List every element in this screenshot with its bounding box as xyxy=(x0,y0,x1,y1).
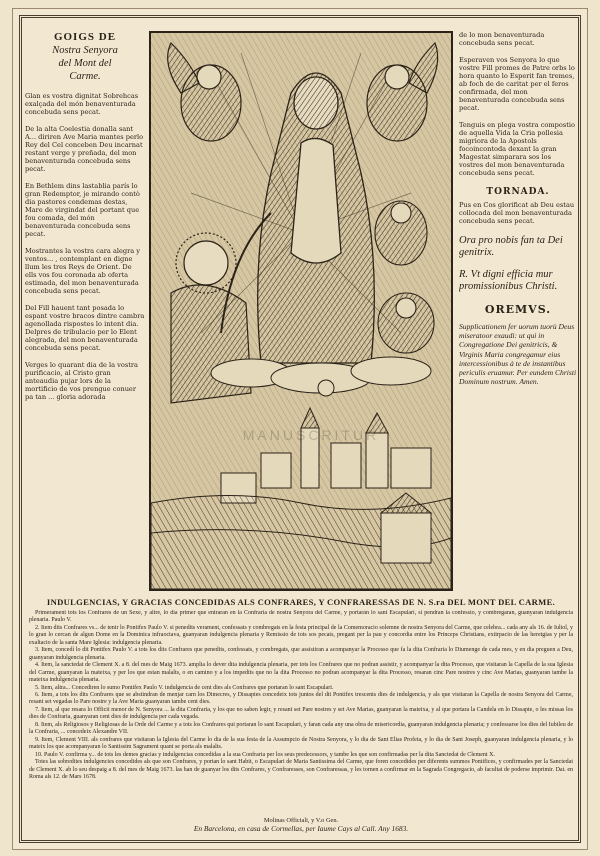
indulgence-paragraph: 7. Item, al que resara lo Officii menor de N. Senyora ... la dita Confraria, y los que no saben legir, y resant set Pare nostres y set Ave Marias, guanyaran la mateixa, y al que portara la Candela en lo Dissapte, o les missas los dies de Confraria, guanyaran cent dies de indulgencia per cada vegada. xyxy=(29,706,573,721)
imprint xyxy=(27,817,575,833)
indulgence-paragraph: 5. Item, altra... Concediren lo sumo Pontifex Paulo V. indulgencia de cent dies als Confrares que portaran lo sant Escapulari. xyxy=(35,684,334,691)
indulgence-paragraph: Primerament tots los Confrares de un Sexe, y altre, lo dia primer que entraran en la Confraria de nostra Senyora del Carme, y portarán lo sant Escapulari, si pendran la confessio, y combregaran, guanyaran indulgencia plenaria. Paulo V. xyxy=(29,610,573,624)
left-column xyxy=(25,31,145,591)
right-verse-2: Esperaven vos Senyora lo que vostre Fill promes de Patre orbs lo hora quanto lo Esperit fan tremes, ab foch de de caritat per el feros confirmada, del mon benaventurada concebuda sens pecat. xyxy=(459,56,575,112)
virgin-woodcut-illustration xyxy=(149,31,453,591)
tornada-heading: TORNADA. xyxy=(486,187,550,197)
title-line-4: Carme. xyxy=(69,71,101,82)
left-verse-5: Del Fill hauent tant posada lo espant vostre bracos dintre cambra agenollada rispostes lo intent dia. Delpres de tribulacio per lo Elent alegrada, del mon benaventurada concebuda sens pecat. xyxy=(25,304,145,352)
response: R. Vt digni efficia mur promissionibus Christi. xyxy=(459,269,558,292)
left-verse-1: Glan es vostra dignitat Sobrehcas exalçada del món benaventurada concebuda sens pecat. xyxy=(25,92,139,116)
imprint-approval: Molinas Officiali, y V.o Gen. xyxy=(263,817,339,824)
imprint-printer: En Barcelona, en casa de Cormellas, per Iaume Cays al Call. Any 1683. xyxy=(193,824,409,833)
indulgence-paragraph: 3. Item, concedí lo dit Pontifex Paulo V. a tots los dits Confrares que penedits, confessats, y combregats, que assistiran a acompanyar la Processo que fa la dita Confraria lo Diumenge de cada mes, y en dia preguen a Deu, guanyaran indulgencia plenaria. xyxy=(29,647,573,661)
indulgence-paragraph: 2. Item dits Confrares vs... de tenir lo Pontifex Paulo V. si penedits verament, confessats y combregats en la festa principal de la Comemoracio solemne de nostra Senyora del Carme, que celebra... cada any als 16. de Iuliol, y lo gran lo cercan de algun Dome en la Dominica infraoctava, guanyaran indulgencia plenaria y Remissio de tots sos pecats, pregant per la pau y concordia entre los Princeps Christians, extirpacio de las heretgias y per la exaltacio de la santa Mare Iglesia: indulgencia plenaria. xyxy=(29,624,573,646)
poem-title xyxy=(25,31,145,83)
right-column xyxy=(459,31,577,591)
indulgence-paragraph: 6. Item, a tots los dits Confrares que se abstindran de menjar carn los Dimecres, y Dissaptes concedeix tots juntos del dit Pontifex trescents dies de indulgencia, y als que visitaran la Capella de nostra Senyora del Carme, resant set vegadas lo Pare nostre y la Ave Maria guanyaran tambe cent dies. xyxy=(29,691,573,706)
watermark: MANUSCRITUR xyxy=(242,427,380,443)
left-verse-2: De la alta Coelestia donalla sant A... diriren Ave Maria mantes perlo Rey del Cel conceben Deu incarnat restant verge y preñada, del mon benaventurada concebuda sens pecat. xyxy=(25,125,144,173)
indulgences-body xyxy=(29,610,573,810)
indulgence-paragraph: 4. Item, la sanctedat de Clement X. a 8. del mes de Maig 1673. amplia lo dever dita indulgencia plenaria, per tots los Confrares que no podran assistir, y acompanyar la dita Processo, que visitaran la Capella de la sua Iglesia del Carme, guanyaran la mateixa, y per los que estan malalts, o en camino y a los impedits que no la dita Processo no podran acompanyar la dita Processo, resaran cinc Pare nostres y cinc Ave Marias, guanyaran tambe la mateixa indulgencia plenaria. xyxy=(29,662,573,684)
indulgence-paragraph: 10. Paulo V. confirma y... de tots les demes gracias y indulgencias concedidas a la sua Confraria per los seus predecessors, y tambe les que son confirmadas per la dita Sanctedat de Clement X. xyxy=(35,751,495,758)
oremus-heading: OREMVS. xyxy=(484,303,552,316)
left-verse-6: Verges lo quarant dia de la vostra purificacio, al Cristo gran anteaudia pujar lors de la mortificio de vos prengue conuer pa tan ... gloria adorada xyxy=(25,361,138,401)
indulgence-paragraph: 8. Item, als Religiosos y Religiosas de la Orde del Carme y a tots los Confrares qui portaran lo sant Escapulari, y faran cada any una obra de misericordia, guanyaran indulgencia plenaria; y confessarse los dies del Iubileu de la Confraria, ... concedeix Alexandre VII. xyxy=(29,721,573,736)
indulgence-paragraph: 9. Item, Clement VIII. als confrares que visitaran la Iglesia del Carme lo dia de la sua festa de la Assumpcio de Nostra Senyora, y lo dia de Sant Elias Profeta, y lo dia de Sant Joseph, guanyaran indulgencia plenaria, y lo mateix los que acompanyaran lo Santissim Sagrament quant se porta als malalts. xyxy=(29,736,573,751)
right-verse-3: Tenguis en plega vostra compostio de aquella Vida la Cria pollesia migriora de la Apostols focoincontoda dexant la gran Magestat simparara sos los vostres del mon benaventurada concebuda sens pecat. xyxy=(459,121,575,177)
indulgence-paragraph: Totes las sobredites indulgencies concedides als que son Confrares, y portan lo sant Habit, o Escapulari de Maria Santissima del Carme, que foren concedides per diferents summos Pontifices, y confirmades per la Sanctedat de Clement X. ab lo seu despaig a 8. del mes de Maig 1673. las han de guanyar los dits Confrares, y Confraresses, son Confraressas, y les tornen a confirmar en la Sagrada Congregacio, ab facultat de poderse imprimir. Dat. en Roma als 12. de Mars 1678. xyxy=(29,759,573,780)
oremus-prayer: Supplicationem fer uorum tuorù Deus miseratoor exaudi: ut qui in Congregatione Dei genitricis, & Virginis Maria congregamur eius intercessionibus à te de instantibus periculis eruamur. Per eundem Christi Dominum nostrum. Amen. xyxy=(459,322,577,387)
versicle: Ora pro nobis fan ta Dei genitrix. xyxy=(459,235,563,258)
broadsheet xyxy=(12,8,588,850)
left-verse-3: En Bethlem dins lastablia parís lo gran Redemptor, je mirando contò dia pastores condemas destas, Mare de virgindat del portant que fou comada, del món benaventurada concebuda sens pecat. xyxy=(25,182,140,238)
right-verse-1: de lo mon benaventurada concebuda sens pecat. xyxy=(459,31,545,47)
title-line-1: GOIGS DE xyxy=(53,31,117,43)
woodcut-drawing xyxy=(151,33,451,589)
tornada-text: Pus en Cos glorificat ab Deu estau collocada del mon benaventurada concebuda sens pecat. xyxy=(459,201,575,225)
title-line-2: Nostra Senyora xyxy=(52,45,118,56)
title-line-3: del Mont del xyxy=(58,58,112,69)
left-verse-4: Mostrantes la vostra cara alegra y ventos... , contemplant en digne llum les tres Reys de Orient. De ells vos fou coronada ab oferta estimada, del mon benaventurada concebuda sens pecat. xyxy=(25,247,141,295)
indulgences-title: INDULGENCIAS, Y GRACIAS CONCEDIDAS ALS CONFRARES, Y CONFRARESSAS DE N. S.ra DEL MONT DEL CARME. xyxy=(46,597,556,607)
